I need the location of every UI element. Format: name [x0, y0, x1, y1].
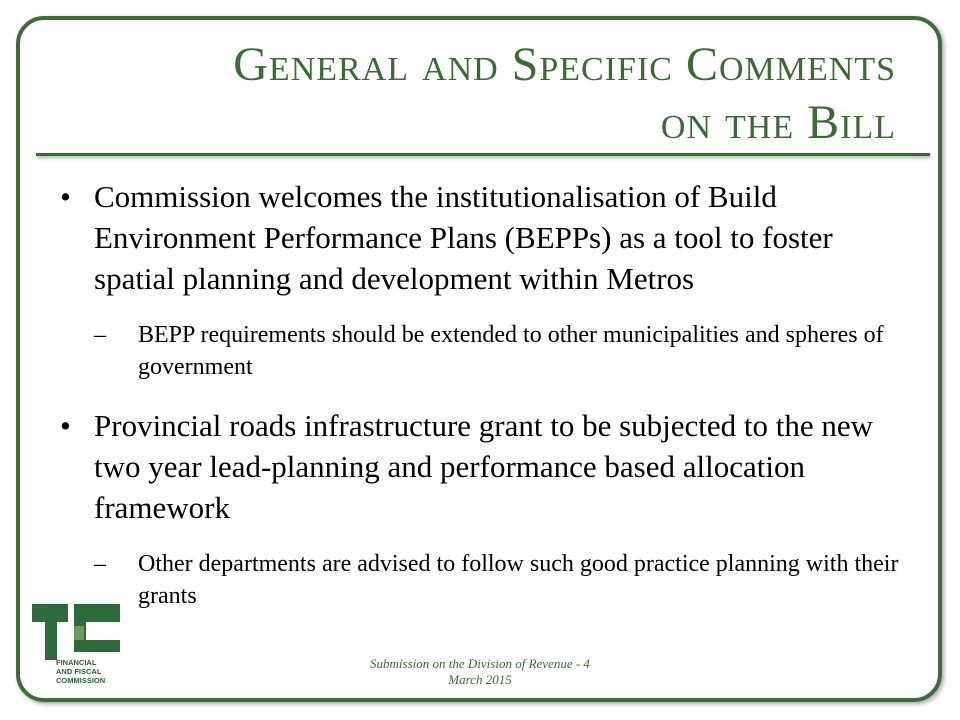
bullet-dot: • [60, 179, 71, 214]
sub-bullet-text: Other departments are advised to follow such good practice planning with their grants [138, 551, 899, 609]
logo-text-line-3: COMMISSION [56, 676, 106, 685]
title-divider [36, 153, 930, 156]
bullet-text: Commission welcomes the institutionalisation of Build Environment Performance Plans (BEPPs) as a tool to foster spatial planning and development within Metros [94, 179, 833, 296]
logo-mark-accent [74, 626, 84, 640]
footer-line-2: March 2015 [448, 672, 512, 687]
bullet-dot: • [60, 408, 71, 443]
sub-bullet-dash: – [94, 322, 106, 348]
slide-footer [330, 656, 630, 688]
title-line-2: on the Bill [660, 96, 896, 149]
title-line-1: General and Specific Comments [233, 38, 896, 91]
slide-body [60, 176, 920, 634]
slide-title [76, 36, 896, 152]
bullet-item [60, 405, 920, 528]
logo-wordmark [56, 658, 122, 685]
sub-bullet-item [60, 548, 920, 612]
sub-bullet-dash: – [94, 551, 106, 577]
bullet-text: Provincial roads infrastructure grant to be subjected to the new two year lead-planning and performance based allocation framework [94, 408, 874, 525]
logo-text-line-2: AND FISCAL [56, 667, 102, 676]
logo-mark-t [32, 604, 68, 660]
sub-bullet-text: BEPP requirements should be extended to other municipalities and spheres of government [138, 322, 884, 380]
footer-line-1: Submission on the Division of Revenue - 4 [370, 656, 590, 671]
bullet-item [60, 176, 920, 299]
sub-bullet-item [60, 319, 920, 383]
logo-text-line-1: FINANCIAL [56, 658, 97, 667]
